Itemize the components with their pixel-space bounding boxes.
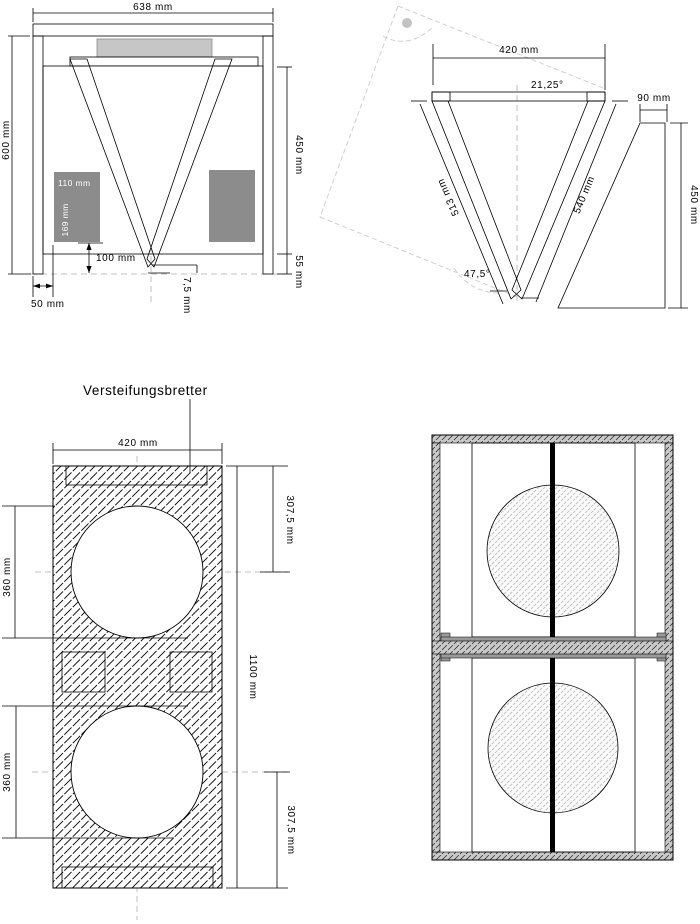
phantom-edge: [320, 217, 517, 297]
dim-left-board: 513 mm: [435, 176, 462, 218]
dim-lower-angle: 47,5°: [464, 269, 491, 280]
cutout-right: [209, 170, 255, 242]
dim-bottom-strip: 55 mm: [293, 255, 304, 289]
left-wall: [33, 36, 43, 274]
view-horn-detail: [320, 6, 699, 308]
horn-board-right: [512, 101, 605, 299]
view-baffle-panel: [2, 383, 296, 920]
dim-upper-angle: 21,25°: [531, 80, 564, 91]
top-board: [33, 24, 273, 36]
top-wall: [432, 435, 673, 443]
side-panel: [558, 123, 665, 308]
dim-side-height: 450 mm: [688, 185, 699, 225]
dim-right-board: 540 mm: [571, 174, 598, 216]
dim-wall-thickness: 50 mm: [31, 299, 65, 310]
dim-top-to-center: 307,5 mm: [284, 495, 295, 545]
throat-end-left: [432, 92, 450, 101]
dim-panel-width: 420 mm: [118, 438, 158, 449]
driver-magnet: [97, 39, 212, 57]
dim-inner-height: 450 mm: [293, 135, 304, 175]
view-cross-section: [1, 2, 304, 314]
cutout-width-label: 110 mm: [58, 178, 91, 188]
throat-board: [432, 92, 605, 101]
center-divider-upper: [550, 443, 555, 637]
dim-lower-hole: 360 mm: [2, 752, 13, 792]
lower-speaker-hole: [71, 706, 203, 838]
view-rear-section: [432, 435, 673, 860]
stiffener-callout: Versteifungsbretter: [83, 383, 208, 398]
dim-panel-height: 1100 mm: [247, 654, 258, 700]
horn-channel: [87, 66, 215, 250]
pivot-point: [402, 18, 412, 28]
pivot-arc: [383, 27, 433, 41]
right-wall: [263, 36, 273, 274]
upper-speaker-hole: [71, 506, 203, 638]
dim-upper-hole: 360 mm: [2, 557, 13, 597]
dim-outer-height: 600 mm: [1, 120, 12, 160]
dim-center-to-bottom: 307,5 mm: [285, 805, 296, 855]
dim-port-height: 100 mm: [96, 253, 136, 264]
center-divider-lower: [550, 658, 555, 852]
dim-mouth-width: 420 mm: [499, 45, 539, 56]
dim-outer-width: 638 mm: [133, 2, 173, 13]
dim-side-top-width: 90 mm: [637, 93, 671, 104]
throat-end-right: [587, 92, 605, 101]
middle-shelf: [432, 641, 673, 654]
cutout-height-label: 169 mm: [60, 203, 70, 237]
bottom-wall: [432, 852, 673, 860]
dim-vertex-gap: 7,5 mm: [181, 277, 192, 314]
